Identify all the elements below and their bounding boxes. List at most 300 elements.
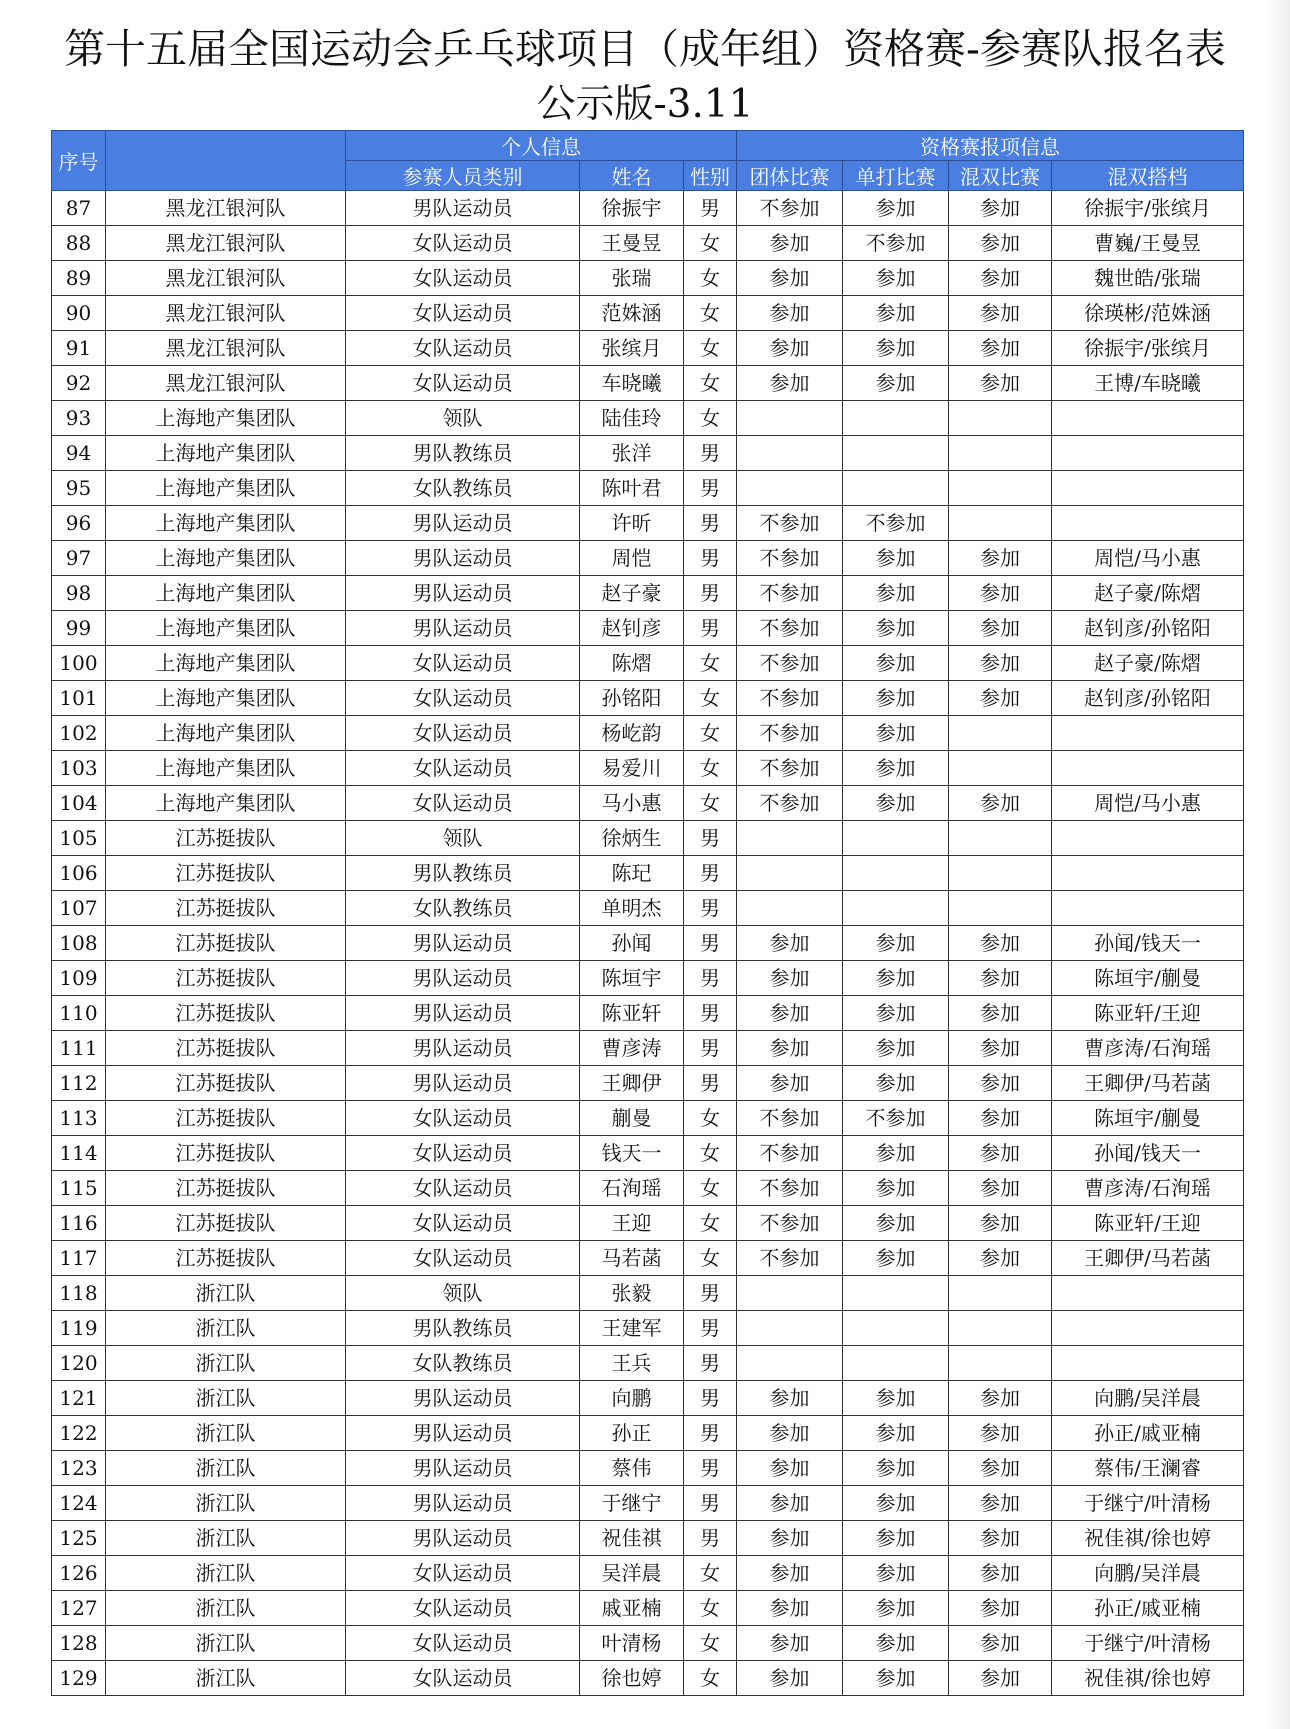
cell-team-event [737, 891, 843, 926]
cell-seq: 89 [52, 261, 106, 296]
cell-seq: 103 [52, 751, 106, 786]
table-row [52, 1416, 1244, 1451]
cell-gender: 男 [684, 611, 737, 646]
cell-partner: 徐振宇/张缤月 [1052, 331, 1244, 366]
cell-seq: 91 [52, 331, 106, 366]
cell-role: 男队运动员 [346, 1031, 580, 1066]
cell-role: 男队运动员 [346, 506, 580, 541]
cell-team-event: 参加 [737, 261, 843, 296]
cell-partner: 孙闻/钱天一 [1052, 1136, 1244, 1171]
cell-partner: 周恺/马小惠 [1052, 541, 1244, 576]
cell-singles: 参加 [843, 1136, 949, 1171]
table-row [52, 1556, 1244, 1591]
table-row [52, 716, 1244, 751]
cell-mixed: 参加 [949, 1591, 1052, 1626]
cell-gender: 女 [684, 331, 737, 366]
cell-gender: 男 [684, 1276, 737, 1311]
cell-role: 领队 [346, 821, 580, 856]
cell-gender: 男 [684, 856, 737, 891]
table-row [52, 1381, 1244, 1416]
cell-gender: 女 [684, 1661, 737, 1696]
cell-partner: 于继宁/叶清杨 [1052, 1486, 1244, 1521]
cell-singles [843, 471, 949, 506]
cell-partner: 孙闻/钱天一 [1052, 926, 1244, 961]
cell-name: 王兵 [580, 1346, 684, 1381]
cell-name: 范姝涵 [580, 296, 684, 331]
cell-seq: 111 [52, 1031, 106, 1066]
cell-role: 男队运动员 [346, 926, 580, 961]
cell-name: 王建军 [580, 1311, 684, 1346]
cell-gender: 女 [684, 751, 737, 786]
cell-singles: 参加 [843, 716, 949, 751]
table-row [52, 576, 1244, 611]
cell-gender: 女 [684, 1241, 737, 1276]
table-row [52, 856, 1244, 891]
cell-singles: 参加 [843, 1171, 949, 1206]
cell-singles: 不参加 [843, 226, 949, 261]
cell-partner [1052, 751, 1244, 786]
cell-role: 女队运动员 [346, 1556, 580, 1591]
cell-team: 上海地产集团队 [106, 716, 346, 751]
cell-seq: 125 [52, 1521, 106, 1556]
table-row [52, 191, 1244, 226]
cell-seq: 112 [52, 1066, 106, 1101]
cell-name: 徐也婷 [580, 1661, 684, 1696]
cell-name: 马小惠 [580, 786, 684, 821]
cell-role: 女队运动员 [346, 366, 580, 401]
cell-team-event: 参加 [737, 1626, 843, 1661]
cell-name: 张毅 [580, 1276, 684, 1311]
cell-mixed: 参加 [949, 541, 1052, 576]
cell-team: 上海地产集团队 [106, 611, 346, 646]
cell-team-event: 参加 [737, 1556, 843, 1591]
cell-team-event: 参加 [737, 1661, 843, 1696]
cell-name: 许昕 [580, 506, 684, 541]
cell-role: 女队运动员 [346, 646, 580, 681]
cell-team-event: 不参加 [737, 716, 843, 751]
cell-team-event: 参加 [737, 1486, 843, 1521]
cell-singles: 参加 [843, 1556, 949, 1591]
cell-seq: 126 [52, 1556, 106, 1591]
cell-mixed: 参加 [949, 1101, 1052, 1136]
cell-singles: 参加 [843, 1451, 949, 1486]
cell-team: 江苏挺拔队 [106, 1171, 346, 1206]
cell-gender: 男 [684, 1346, 737, 1381]
cell-partner: 孙正/戚亚楠 [1052, 1591, 1244, 1626]
cell-gender: 女 [684, 1206, 737, 1241]
cell-partner: 王卿伊/马若菡 [1052, 1241, 1244, 1276]
header-singles: 单打比赛 [843, 161, 949, 191]
cell-partner: 陈垣宇/蒯曼 [1052, 961, 1244, 996]
cell-seq: 122 [52, 1416, 106, 1451]
cell-role: 女队运动员 [346, 226, 580, 261]
table-row [52, 436, 1244, 471]
roster-table [51, 130, 1244, 1696]
cell-seq: 128 [52, 1626, 106, 1661]
cell-team: 浙江队 [106, 1626, 346, 1661]
cell-singles: 参加 [843, 191, 949, 226]
cell-singles [843, 1311, 949, 1346]
table-row [52, 996, 1244, 1031]
cell-team-event: 参加 [737, 1031, 843, 1066]
cell-mixed: 参加 [949, 1626, 1052, 1661]
cell-partner: 赵子豪/陈熠 [1052, 576, 1244, 611]
cell-name: 孙闻 [580, 926, 684, 961]
cell-role: 男队运动员 [346, 996, 580, 1031]
cell-seq: 123 [52, 1451, 106, 1486]
table-row [52, 1031, 1244, 1066]
cell-gender: 男 [684, 1311, 737, 1346]
cell-team-event: 不参加 [737, 1171, 843, 1206]
cell-team-event: 不参加 [737, 1136, 843, 1171]
cell-singles [843, 1346, 949, 1381]
cell-seq: 108 [52, 926, 106, 961]
cell-team: 浙江队 [106, 1346, 346, 1381]
cell-gender: 女 [684, 226, 737, 261]
cell-gender: 女 [684, 261, 737, 296]
cell-seq: 104 [52, 786, 106, 821]
cell-role: 领队 [346, 401, 580, 436]
cell-role: 女队运动员 [346, 1101, 580, 1136]
cell-team: 江苏挺拔队 [106, 1031, 346, 1066]
cell-name: 祝佳祺 [580, 1521, 684, 1556]
cell-mixed: 参加 [949, 611, 1052, 646]
cell-gender: 女 [684, 1626, 737, 1661]
cell-seq: 102 [52, 716, 106, 751]
cell-name: 张洋 [580, 436, 684, 471]
cell-team: 浙江队 [106, 1591, 346, 1626]
cell-gender: 男 [684, 506, 737, 541]
cell-team: 浙江队 [106, 1556, 346, 1591]
cell-gender: 女 [684, 681, 737, 716]
cell-partner: 徐振宇/张缤月 [1052, 191, 1244, 226]
cell-team: 黑龙江银河队 [106, 226, 346, 261]
cell-partner: 曹彦涛/石洵瑶 [1052, 1171, 1244, 1206]
cell-team: 黑龙江银河队 [106, 191, 346, 226]
cell-singles: 不参加 [843, 1101, 949, 1136]
cell-name: 易爱川 [580, 751, 684, 786]
cell-team: 黑龙江银河队 [106, 261, 346, 296]
cell-name: 叶清杨 [580, 1626, 684, 1661]
cell-team-event [737, 1346, 843, 1381]
cell-singles: 参加 [843, 261, 949, 296]
cell-name: 石洵瑶 [580, 1171, 684, 1206]
cell-team: 上海地产集团队 [106, 681, 346, 716]
cell-partner [1052, 856, 1244, 891]
cell-role: 男队运动员 [346, 191, 580, 226]
table-row [52, 261, 1244, 296]
table-row [52, 891, 1244, 926]
cell-name: 孙正 [580, 1416, 684, 1451]
cell-singles: 参加 [843, 1066, 949, 1101]
cell-team-event: 不参加 [737, 541, 843, 576]
cell-team: 江苏挺拔队 [106, 856, 346, 891]
cell-seq: 127 [52, 1591, 106, 1626]
cell-mixed [949, 506, 1052, 541]
cell-seq: 88 [52, 226, 106, 261]
cell-singles: 参加 [843, 296, 949, 331]
cell-seq: 109 [52, 961, 106, 996]
table-row [52, 1066, 1244, 1101]
cell-name: 蔡伟 [580, 1451, 684, 1486]
table-row [52, 786, 1244, 821]
cell-team-event: 不参加 [737, 786, 843, 821]
cell-role: 女队运动员 [346, 331, 580, 366]
cell-gender: 男 [684, 1486, 737, 1521]
cell-singles: 参加 [843, 366, 949, 401]
cell-team-event: 参加 [737, 1381, 843, 1416]
cell-team: 上海地产集团队 [106, 646, 346, 681]
cell-name: 张瑞 [580, 261, 684, 296]
cell-mixed: 参加 [949, 366, 1052, 401]
cell-team-event: 参加 [737, 1066, 843, 1101]
cell-name: 张缤月 [580, 331, 684, 366]
cell-name: 钱天一 [580, 1136, 684, 1171]
document-subtitle: 公示版-3.11 [536, 82, 754, 127]
cell-partner: 徐瑛彬/范姝涵 [1052, 296, 1244, 331]
header-name: 姓名 [580, 161, 684, 191]
cell-mixed: 参加 [949, 1241, 1052, 1276]
cell-gender: 女 [684, 1101, 737, 1136]
cell-seq: 116 [52, 1206, 106, 1241]
cell-singles [843, 1276, 949, 1311]
cell-partner: 陈亚轩/王迎 [1052, 996, 1244, 1031]
header-team-event: 团体比赛 [737, 161, 843, 191]
table-row [52, 751, 1244, 786]
cell-partner: 赵钊彦/孙铭阳 [1052, 611, 1244, 646]
cell-team: 上海地产集团队 [106, 751, 346, 786]
cell-gender: 男 [684, 1066, 737, 1101]
table-row [52, 506, 1244, 541]
header-seq: 序号 [52, 131, 106, 191]
cell-team: 上海地产集团队 [106, 786, 346, 821]
cell-partner [1052, 716, 1244, 751]
cell-gender: 女 [684, 1171, 737, 1206]
cell-team-event: 参加 [737, 331, 843, 366]
table-row [52, 1276, 1244, 1311]
cell-seq: 96 [52, 506, 106, 541]
cell-partner: 陈垣宇/蒯曼 [1052, 1101, 1244, 1136]
cell-role: 男队运动员 [346, 541, 580, 576]
cell-mixed: 参加 [949, 1206, 1052, 1241]
cell-seq: 101 [52, 681, 106, 716]
cell-mixed: 参加 [949, 191, 1052, 226]
cell-role: 女队运动员 [346, 1591, 580, 1626]
cell-singles [843, 436, 949, 471]
cell-seq: 119 [52, 1311, 106, 1346]
cell-mixed: 参加 [949, 996, 1052, 1031]
cell-mixed: 参加 [949, 1451, 1052, 1486]
cell-team: 浙江队 [106, 1486, 346, 1521]
cell-role: 女队教练员 [346, 891, 580, 926]
cell-singles: 参加 [843, 1381, 949, 1416]
cell-team: 江苏挺拔队 [106, 891, 346, 926]
cell-mixed: 参加 [949, 1381, 1052, 1416]
cell-seq: 105 [52, 821, 106, 856]
cell-name: 曹彦涛 [580, 1031, 684, 1066]
table-header [52, 131, 1244, 191]
cell-team: 江苏挺拔队 [106, 996, 346, 1031]
cell-team-event [737, 436, 843, 471]
table-row [52, 1661, 1244, 1696]
table-row [52, 1311, 1244, 1346]
cell-team-event: 参加 [737, 1591, 843, 1626]
cell-singles: 参加 [843, 1626, 949, 1661]
cell-gender: 男 [684, 926, 737, 961]
cell-mixed [949, 1346, 1052, 1381]
cell-team: 江苏挺拔队 [106, 1136, 346, 1171]
cell-team: 上海地产集团队 [106, 436, 346, 471]
cell-mixed [949, 716, 1052, 751]
cell-role: 女队运动员 [346, 786, 580, 821]
cell-mixed [949, 856, 1052, 891]
cell-role: 女队运动员 [346, 1626, 580, 1661]
cell-mixed: 参加 [949, 1521, 1052, 1556]
cell-name: 赵钊彦 [580, 611, 684, 646]
cell-gender: 女 [684, 1136, 737, 1171]
cell-role: 男队运动员 [346, 961, 580, 996]
cell-gender: 男 [684, 1521, 737, 1556]
cell-singles: 参加 [843, 926, 949, 961]
page-edge-shadow [1268, 0, 1290, 1729]
cell-gender: 女 [684, 366, 737, 401]
cell-partner: 陈亚轩/王迎 [1052, 1206, 1244, 1241]
cell-team: 上海地产集团队 [106, 506, 346, 541]
cell-singles: 参加 [843, 1661, 949, 1696]
cell-mixed [949, 471, 1052, 506]
cell-name: 王曼昱 [580, 226, 684, 261]
cell-name: 戚亚楠 [580, 1591, 684, 1626]
cell-team-event: 参加 [737, 1521, 843, 1556]
cell-team-event: 不参加 [737, 611, 843, 646]
cell-seq: 113 [52, 1101, 106, 1136]
cell-seq: 114 [52, 1136, 106, 1171]
header-qualification-group: 资格赛报项信息 [737, 131, 1244, 161]
table-row [52, 646, 1244, 681]
cell-name: 王迎 [580, 1206, 684, 1241]
cell-singles: 参加 [843, 681, 949, 716]
table-row [52, 1521, 1244, 1556]
cell-team: 上海地产集团队 [106, 471, 346, 506]
cell-singles [843, 891, 949, 926]
cell-team-event: 不参加 [737, 191, 843, 226]
cell-team-event: 不参加 [737, 1101, 843, 1136]
cell-mixed [949, 1276, 1052, 1311]
cell-team-event: 参加 [737, 961, 843, 996]
cell-team-event: 不参加 [737, 1241, 843, 1276]
cell-team: 浙江队 [106, 1381, 346, 1416]
cell-seq: 87 [52, 191, 106, 226]
table-row [52, 1171, 1244, 1206]
table-row [52, 821, 1244, 856]
cell-mixed: 参加 [949, 1066, 1052, 1101]
cell-role: 男队运动员 [346, 1451, 580, 1486]
cell-partner: 向鹏/吴洋晨 [1052, 1381, 1244, 1416]
cell-gender: 女 [684, 646, 737, 681]
cell-role: 女队运动员 [346, 1661, 580, 1696]
cell-name: 赵子豪 [580, 576, 684, 611]
cell-mixed [949, 891, 1052, 926]
cell-team: 浙江队 [106, 1521, 346, 1556]
cell-partner [1052, 1276, 1244, 1311]
cell-mixed [949, 751, 1052, 786]
cell-mixed [949, 1311, 1052, 1346]
cell-seq: 90 [52, 296, 106, 331]
cell-mixed: 参加 [949, 1486, 1052, 1521]
header-partner: 混双搭档 [1052, 161, 1244, 191]
cell-team: 上海地产集团队 [106, 401, 346, 436]
cell-mixed: 参加 [949, 331, 1052, 366]
cell-mixed [949, 436, 1052, 471]
cell-mixed: 参加 [949, 926, 1052, 961]
cell-role: 男队运动员 [346, 1381, 580, 1416]
cell-partner: 周恺/马小惠 [1052, 786, 1244, 821]
cell-partner [1052, 821, 1244, 856]
cell-singles: 参加 [843, 751, 949, 786]
cell-name: 徐炳生 [580, 821, 684, 856]
header-personal-group: 个人信息 [346, 131, 737, 161]
table-row [52, 1136, 1244, 1171]
cell-team-event [737, 401, 843, 436]
cell-seq: 100 [52, 646, 106, 681]
cell-partner: 魏世皓/张瑞 [1052, 261, 1244, 296]
table-row [52, 1206, 1244, 1241]
cell-seq: 110 [52, 996, 106, 1031]
table-row [52, 1241, 1244, 1276]
cell-role: 女队运动员 [346, 296, 580, 331]
cell-team-event [737, 1311, 843, 1346]
table-row [52, 331, 1244, 366]
cell-gender: 女 [684, 296, 737, 331]
cell-name: 吴洋晨 [580, 1556, 684, 1591]
table-row [52, 401, 1244, 436]
cell-mixed: 参加 [949, 1556, 1052, 1591]
cell-mixed: 参加 [949, 261, 1052, 296]
cell-role: 女队教练员 [346, 1346, 580, 1381]
cell-role: 女队运动员 [346, 751, 580, 786]
table-row [52, 296, 1244, 331]
cell-mixed [949, 401, 1052, 436]
cell-gender: 男 [684, 821, 737, 856]
cell-singles: 参加 [843, 611, 949, 646]
cell-singles: 参加 [843, 1486, 949, 1521]
cell-team-event: 参加 [737, 296, 843, 331]
cell-singles [843, 821, 949, 856]
cell-partner [1052, 471, 1244, 506]
header-gender: 性别 [684, 161, 737, 191]
cell-partner: 向鹏/吴洋晨 [1052, 1556, 1244, 1591]
cell-role: 女队教练员 [346, 471, 580, 506]
cell-team: 江苏挺拔队 [106, 926, 346, 961]
table-row [52, 681, 1244, 716]
cell-team: 浙江队 [106, 1311, 346, 1346]
table-row [52, 1626, 1244, 1661]
cell-name: 车晓曦 [580, 366, 684, 401]
cell-role: 女队运动员 [346, 1171, 580, 1206]
cell-singles: 参加 [843, 786, 949, 821]
cell-team: 上海地产集团队 [106, 541, 346, 576]
cell-gender: 男 [684, 436, 737, 471]
cell-mixed: 参加 [949, 1171, 1052, 1206]
table-row [52, 541, 1244, 576]
cell-team-event: 参加 [737, 1451, 843, 1486]
cell-role: 男队运动员 [346, 1416, 580, 1451]
cell-name: 于继宁 [580, 1486, 684, 1521]
cell-team: 黑龙江银河队 [106, 296, 346, 331]
cell-team-event: 不参加 [737, 751, 843, 786]
cell-name: 马若菡 [580, 1241, 684, 1276]
cell-mixed [949, 821, 1052, 856]
